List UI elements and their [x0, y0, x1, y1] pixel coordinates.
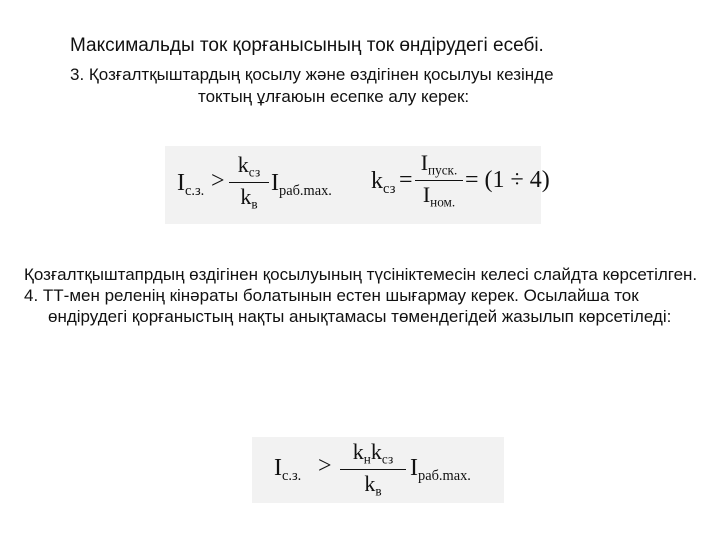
formula-1-lhs: $I_{с.з.}$: [177, 170, 205, 200]
formula-1-denominator: $k_в$: [240, 183, 258, 212]
formula-3-fraction: [340, 439, 406, 499]
formula-3-rhs: $I_{раб.max.}$: [410, 455, 471, 485]
slide-title: Максимальды ток қорғанысының ток өндірудегі есебі.: [70, 35, 544, 56]
point-4-paragraph: 4. ТТ-мен реленің кінәраты болатынын естен шығармау керек. Осылайша ток өндірудегі қорғаныстың нақты анықтамасы төмендегідей жазылып көрсетіледі:: [24, 286, 672, 326]
formula-2-fraction: [415, 150, 463, 210]
formula-3-fraction-bar: [340, 469, 406, 470]
point-3: [70, 64, 670, 108]
formula-1-numerator: $k_{сз}$: [237, 152, 261, 180]
formula-2-lhs: $k_{сз}$: [371, 168, 396, 198]
formula-2-denominator: $I_{ном.}$: [422, 181, 456, 210]
formula-block-1: [165, 146, 550, 224]
formula-block-2: [252, 437, 504, 503]
formula-3-numerator: $k_нk_{сз}$: [352, 439, 394, 467]
formula-1-rhs: $I_{раб.max.}$: [271, 170, 332, 200]
motor-self-start-paragraph: Қозғалтқыштапрдың өздігінен қосылуының түсініктемесін келесі слайдта көрсетілген.: [24, 265, 698, 284]
formula-1-fraction: [229, 152, 269, 212]
body-text: [24, 264, 704, 327]
formula-1-gt: >: [211, 168, 225, 194]
formula-2-fraction-bar: [415, 180, 463, 181]
formula-1-fraction-bar: [229, 182, 269, 183]
formula-2-numerator: $I_{пуск.}$: [420, 150, 458, 178]
formula-3-lhs: $I_{с.з.}$: [274, 455, 302, 485]
formula-2-rhs: = (1 ÷ 4): [465, 167, 550, 193]
point-3-line-1: 3. Қозғалтқыштардың қосылу және өздігінен қосылуы кезінде: [70, 65, 554, 84]
formula-2-eq: =: [399, 167, 413, 193]
formula-3-denominator: $k_в$: [364, 470, 382, 499]
formula-3-gt: >: [318, 453, 332, 479]
point-3-line-2: токтың ұлғаюын есепке алу керек:: [198, 87, 470, 106]
